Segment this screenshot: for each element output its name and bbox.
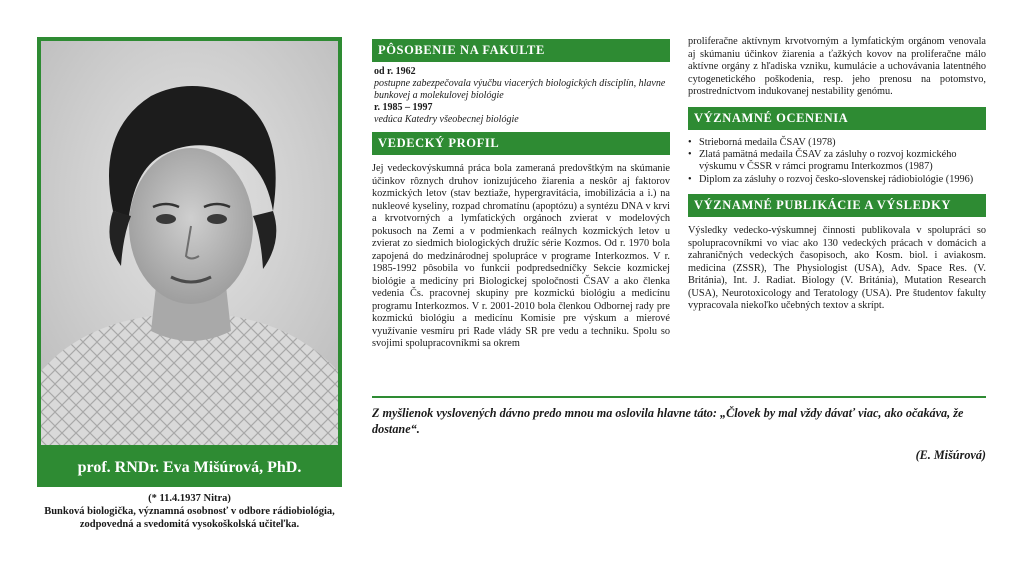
birth-info: (* 11.4.1937 Nitra) [148,493,231,504]
portrait-card [37,37,342,487]
portrait-photo [41,41,338,445]
profile-text-continuation: proliferačne aktívnym krvotvorným a lymfatickým orgánom venovala aj skúmaniu účinkov žiarenia a ťažkých kovov na proliferačne málo aktívne orgány z hľadiska vzniku, kumulácie a uchovávania latentného cytogenetického poškodenia, resp. jeho prenosu na potomstvo, prostredníctvom indukovanej nestability genómu. [688,36,986,97]
quote-divider [372,396,986,398]
description-line-1: Bunková biologička, významná osobnosť v odbore rádiobiológia, [44,506,335,517]
faculty-section-title: PÔSOBENIE NA FAKULTE [372,39,670,62]
quote-author: (E. Mišúrová) [915,448,986,462]
faculty-period-2: r. 1985 – 1997 [374,102,433,113]
portrait-caption [37,492,342,531]
bullet-icon: • [688,136,692,148]
profile-section-title: VEDECKÝ PROFIL [372,132,670,155]
faculty-entries [374,66,668,126]
quote-text: Z myšlienok vyslovených dávno predo mnou ma oslovila hlavne táto: „Človek by mal vždy dávať viac, ako očakáva, že dostane“. [372,406,964,436]
portrait-name: prof. RNDr. Eva Mišúrová, PhD. [77,459,302,476]
publications-text: Výsledky vedecko-výskumnej činnosti publikovala v spolupráci so spolupracovníkmi vo viac ako 130 vedeckých prácach v domácich a zahraničných vedeckých časopisoch, ako Kosm. biol. i aviakosm. medicina (ZSSR), The Physiologist (USA), Adv. Space Res. (V. Británia), Int. J. Radiat. Biology (V. Británia), Mutation Research (USA), Neurotoxicology and Teratology (USA). Pre študentov fakulty vypracovala niekoľko učebných textov a skrípt. [688,225,986,312]
faculty-period-1: od r. 1962 [374,66,416,77]
profile-text: Jej vedeckovýskumná práca bola zameraná predovštkým na skúmanie účinkov rôznych druhov ionizujúceho žiarenia a neskôr aj faktorov kozmických letov (stav beztiaže, hypergravitácia, imobilizácia a i.) na nukleové kyseliny, rozpad chromatínu (apoptózu) a syntézu DNA v krvi a krvotvorných a lymfatických orgánoch zvierat v modelových pokusoch na Zemi a v podmienkach reálnych kozmických letov u zvierat zo siedmich biologických družíc série Kozmos. Od r. 1970 bola zapojená do medzinárodnej spolupráce v programe Interkozmos. V r. 1985-1992 pôsobila vo funkcii podpredsedníčky Sekcie kozmickej biológie a medicíny pri Biologickej spoločnosti ČSAV a ako členka vedenia Čs. pracovnej skupiny pre kozmickú biológiu a medicínu programu Interkozmos. V r. 2001-2010 bola členkou Odbornej rady pre kozmickú biológiu a medicínu Komisie pre výskum a mierové využívanie vesmíru pri Rade vlády SR pre vedu a techniku. Spolu so svojimi spolupracovníkmi sa okrem [372,163,670,349]
bullet-icon: • [688,173,692,185]
publications-section-title: VÝZNAMNÉ PUBLIKÁCIE A VÝSLEDKY [688,194,986,217]
faculty-role-2: vedúca Katedry všeobecnej biológie [374,114,519,125]
faculty-role-1: postupne zabezpečovala výučbu viacerých biologických disciplín, hlavne bunkovej a molekulovej biológie [374,78,666,101]
right-column [688,36,986,313]
awards-list [688,137,986,187]
portrait-image [41,41,338,445]
award-item: • Strieborná medaila ČSAV (1978) [688,136,836,148]
award-item: • Diplom za zásluhy o rozvoj česko-slovenskej rádiobiológie (1996) [688,173,974,185]
award-item: • Zlatá pamätná medaila ČSAV za zásluhy o rozvoj kozmického výskumu v ČSSR v rámci programu Interkozmos (1987) [688,148,957,173]
awards-section-title: VÝZNAMNÉ OCENENIA [688,107,986,130]
middle-column [372,39,670,351]
bullet-icon: • [688,148,692,160]
description-line-2: zodpovedná a svedomitá vysokoškolská učiteľka. [79,519,300,530]
